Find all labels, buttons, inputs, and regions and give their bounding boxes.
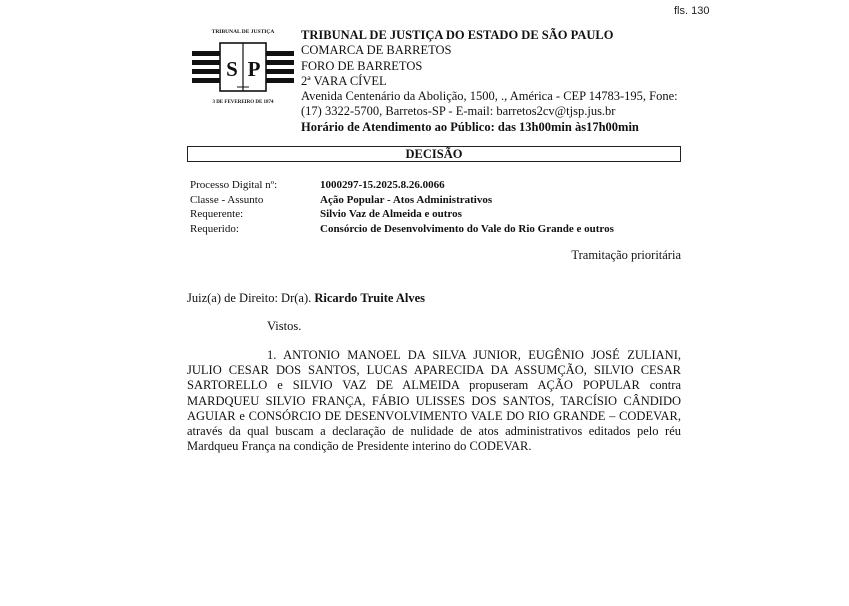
case-label: Requerente: (190, 208, 244, 221)
case-value: Consórcio de Desenvolvimento do Vale do Rio Grande e outros (320, 222, 614, 235)
case-row-process (190, 178, 614, 193)
seal-letter-p: P (247, 57, 261, 81)
vistos: Vistos. (267, 319, 302, 333)
judge-prefix: Juiz(a) de Direito: Dr(a). (187, 291, 315, 305)
case-label: Requerido: (190, 222, 239, 235)
case-info-table (190, 178, 614, 236)
vara: 2ª VARA CÍVEL (301, 73, 387, 88)
case-row-plaintiff (190, 207, 614, 222)
foro: FORO DE BARRETOS (301, 58, 423, 73)
judge-name: Ricardo Truite Alves (314, 291, 426, 305)
priority-note: Tramitação prioritária (571, 248, 681, 262)
office-hours: Horário de Atendimento ao Público: das 13h00min às17h00min (301, 119, 639, 134)
case-row-defendant (190, 222, 614, 237)
court-header (301, 28, 701, 135)
case-label: Processo Digital nº: (190, 179, 278, 191)
seal-letter-s: S (226, 57, 238, 81)
address-line-1: Avenida Centenário da Abolição, 1500, ., América - CEP 14783-195, Fone: (301, 89, 678, 104)
page-number: fls. 130 (674, 5, 710, 17)
seal-bottom-text: 3 DE FEVEREIRO DE 1874 (212, 100, 274, 105)
decision-title: DECISÃO (187, 146, 681, 162)
case-value: Silvio Vaz de Almeida e outros (320, 208, 462, 221)
court-seal-logo (190, 24, 296, 106)
address-line-2: (17) 3322-5700, Barretos-SP - E-mail: barretos2cv@tjsp.jus.br (301, 104, 616, 119)
case-value: Ação Popular - Atos Administrativos (320, 193, 493, 206)
court-name: TRIBUNAL DE JUSTIÇA DO ESTADO DE SÃO PAULO (301, 28, 614, 42)
case-row-class (190, 193, 614, 208)
seal-top-text: TRIBUNAL DE JUSTIÇA (211, 29, 275, 35)
case-value: 1000297-15.2025.8.26.0066 (320, 179, 445, 191)
judge-line (187, 291, 425, 306)
case-label: Classe - Assunto (190, 193, 264, 206)
comarca: COMARCA DE BARRETOS (301, 43, 452, 58)
paragraph-1: 1. ANTONIO MANOEL DA SILVA JUNIOR, EUGÊNIO JOSÉ ZULIANI, JULIO CESAR DOS SANTOS, LUCAS APARECIDA DA ASSUMÇÃO, SILVIO CESAR SARTORELLO e SILVIO VAZ DE ALMEIDA propuseram AÇÃO POPULAR contra MARDQUEU SILVIO FRANÇA, FÁBIO ULISSES DOS SANTOS, TARCÍSIO CÂNDIDO AGUIAR e CONSÓRCIO DE DESENVOLVIMENTO VALE DO RIO GRANDE – CODEVAR, através da qual buscam a declaração de nulidade de atos administrativos editados pelo réu Mardqueu França na condição de Presidente interino do CODEVAR. (187, 348, 681, 454)
